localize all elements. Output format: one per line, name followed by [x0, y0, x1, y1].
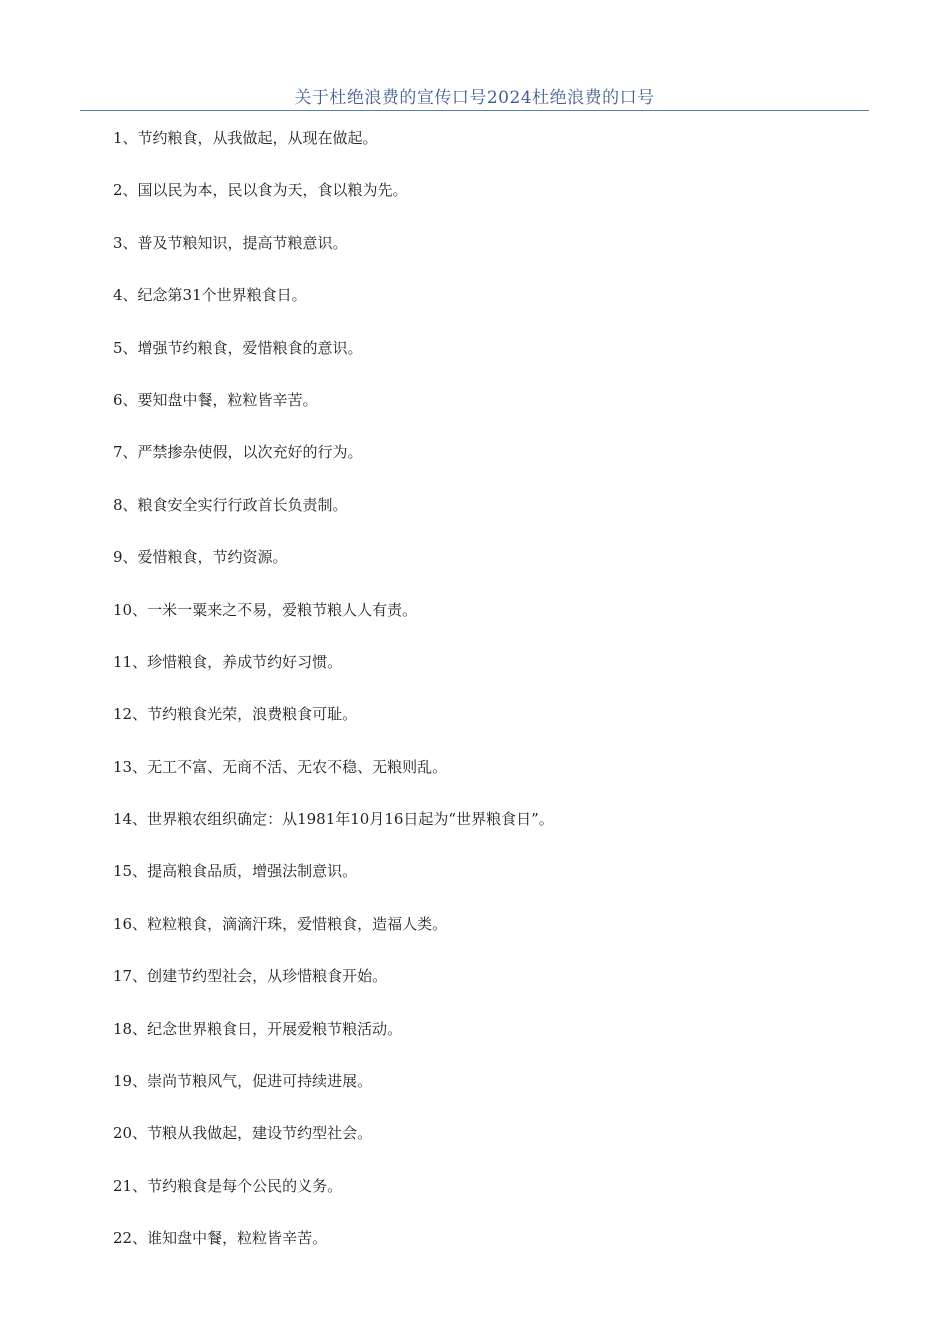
- slogan-item: 11、珍惜粮食，养成节约好习惯。: [113, 652, 343, 671]
- slogan-item: 16、粒粒粮食，滴滴汗珠，爱惜粮食，造福人类。: [113, 914, 448, 933]
- slogan-item: 20、节粮从我做起，建设节约型社会。: [113, 1124, 373, 1143]
- slogan-item: 14、世界粮农组织确定：从1981年10月16日起为“世界粮食日”。: [113, 810, 554, 829]
- slogan-item: 15、提高粮食品质，增强法制意识。: [113, 862, 358, 881]
- page-header: [80, 80, 869, 111]
- page-title: 关于杜绝浪费的宣传口号2024杜绝浪费的口号: [294, 88, 655, 108]
- slogan-item: 10、一米一粟来之不易，爱粮节粮人人有责。: [113, 600, 418, 619]
- slogan-item: 5、增强节约粮食，爱惜粮食的意识。: [113, 338, 363, 357]
- slogan-item: 4、纪念第31个世界粮食日。: [113, 286, 307, 305]
- slogan-item: 8、粮食安全实行行政首长负责制。: [113, 495, 348, 514]
- slogan-item: 12、节约粮食光荣，浪费粮食可耻。: [113, 705, 358, 724]
- slogan-list: [113, 126, 554, 1279]
- slogan-item: 18、纪念世界粮食日，开展爱粮节粮活动。: [113, 1019, 403, 1038]
- slogan-item: 21、节约粮食是每个公民的义务。: [113, 1176, 343, 1195]
- slogan-item: 3、普及节粮知识，提高节粮意识。: [113, 233, 348, 252]
- slogan-item: 2、国以民为本，民以食为天，食以粮为先。: [113, 181, 408, 200]
- slogan-item: 19、崇尚节粮风气，促进可持续进展。: [113, 1072, 373, 1091]
- slogan-item: 13、无工不富、无商不活、无农不稳、无粮则乱。: [113, 757, 448, 776]
- slogan-item: 9、爱惜粮食，节约资源。: [113, 548, 288, 567]
- slogan-item: 17、创建节约型社会，从珍惜粮食开始。: [113, 967, 388, 986]
- slogan-item: 22、谁知盘中餐，粒粒皆辛苦。: [113, 1229, 328, 1248]
- slogan-item: 7、严禁掺杂使假，以次充好的行为。: [113, 443, 363, 462]
- slogan-item: 1、节约粮食，从我做起，从现在做起。: [113, 129, 378, 147]
- slogan-item: 6、要知盘中餐，粒粒皆辛苦。: [113, 390, 318, 409]
